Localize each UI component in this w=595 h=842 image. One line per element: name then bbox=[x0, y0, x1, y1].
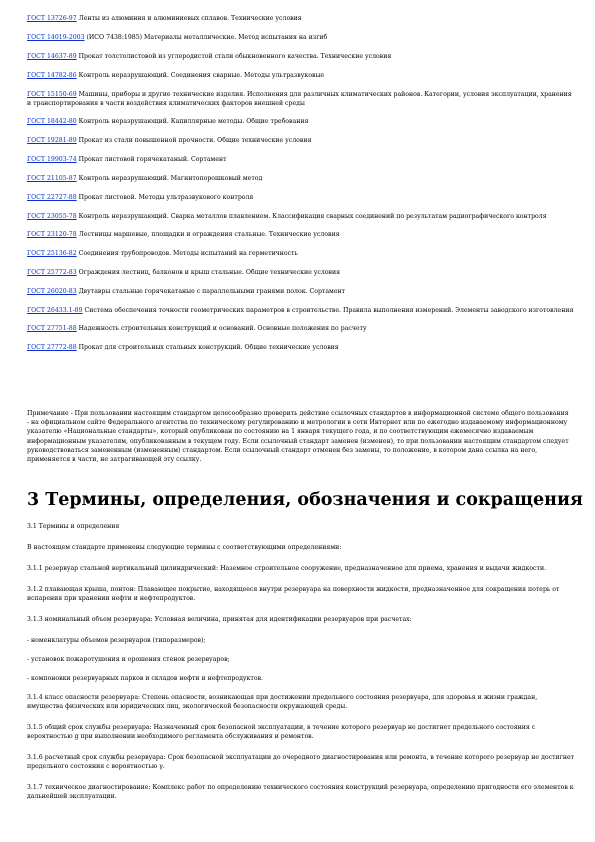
definitions-list bbox=[27, 564, 575, 801]
reference-link[interactable]: ГОСТ 21105-87 bbox=[27, 175, 77, 182]
reference-title: Контроль неразрушающий. Сварка металлов плавлением. Классификация сварных соединений по результатам радиографического контроля bbox=[76, 213, 547, 220]
reference-link[interactable]: ГОСТ 27772-88 bbox=[27, 344, 77, 351]
reference-link[interactable]: ГОСТ 26020-83 bbox=[27, 288, 77, 295]
reference-item bbox=[27, 14, 575, 23]
normative-references-list bbox=[27, 14, 575, 362]
reference-link[interactable]: ГОСТ 18442-80 bbox=[27, 118, 77, 125]
definition-item: 3.1.3 номинальный объем резервуара: Условная величина, принятая для идентификации резервуаров при расчетах: bbox=[27, 616, 412, 623]
reference-title: Прокат из стали повышенной прочности. Общие технические условия bbox=[76, 137, 312, 144]
reference-item bbox=[27, 90, 575, 108]
definition-item: 3.1.5 общий срок службы резервуара: Назначенный срок безопасной эксплуатации, в течение которого резервуар не достигнет предельного состояния с вероятностью g при выполнении необходимого регламента обслуживания и ремонтов. bbox=[27, 724, 536, 740]
reference-link[interactable]: ГОСТ 23055-78 bbox=[27, 213, 77, 220]
reference-link[interactable]: ГОСТ 15150-69 bbox=[27, 91, 77, 98]
reference-link[interactable]: ГОСТ 26433.1-89 bbox=[27, 307, 83, 314]
reference-link[interactable]: ГОСТ 27751-88 bbox=[27, 325, 77, 332]
reference-link[interactable]: ГОСТ 23120-78 bbox=[27, 231, 77, 238]
subsection-heading: 3.1 Термины и определения bbox=[27, 523, 120, 530]
reference-link[interactable]: ГОСТ 19281-89 bbox=[27, 137, 77, 144]
reference-link[interactable]: ГОСТ 25772-83 bbox=[27, 269, 77, 276]
reference-link[interactable]: ГОСТ 22727-88 bbox=[27, 194, 77, 201]
reference-link[interactable]: ГОСТ 14019-2003 bbox=[27, 34, 85, 41]
reference-item bbox=[27, 343, 575, 352]
reference-title: Прокат толстолистовой из углеродистой стали обыкновенного качества. Технические условия bbox=[76, 53, 392, 60]
reference-title: Контроль неразрушающий. Капиллярные методы. Общие требования bbox=[76, 118, 309, 125]
reference-item bbox=[27, 193, 575, 202]
section-body bbox=[27, 522, 575, 813]
list-item: - установок пожаротушения и орошения стенок резервуаров; bbox=[27, 656, 230, 663]
reference-item bbox=[27, 71, 575, 80]
reference-item bbox=[27, 136, 575, 145]
reference-item bbox=[27, 324, 575, 333]
note-paragraph: Примечание - При пользовании настоящим стандартом целесообразно проверить действие ссылочных стандартов в информационной системе общего пользования - на официальном сайте Федерального агентства по техническому регулированию и метрологии в сети Интернет или по ежегодно издаваемому информационному указателю «Национальные стандарты», который опубликован по состоянию на 1 января текущего года, и по соответствующим ежемесячно издаваемым информационным указателям, опубликованным в текущем году. Если ссылочный стандарт заменен (изменен), то при пользовании настоящим стандартом следует руководствоваться замененным (измененным) стандартом. Если ссылочный стандарт отменен без замены, то положение, в котором дана ссылка на него, применяется в части, не затрагивающей эту ссылку. bbox=[27, 410, 569, 464]
reference-link[interactable]: ГОСТ 19903-74 bbox=[27, 156, 77, 163]
reference-item bbox=[27, 287, 575, 296]
reference-item bbox=[27, 230, 575, 239]
reference-item bbox=[27, 33, 575, 42]
reference-link[interactable]: ГОСТ 14637-89 bbox=[27, 53, 77, 60]
reference-item bbox=[27, 212, 575, 221]
reference-title: Ленты из алюминия и алюминиевых сплавов. Технические условия bbox=[76, 15, 302, 22]
reference-item bbox=[27, 155, 575, 164]
reference-item bbox=[27, 117, 575, 126]
definition-item: 3.1.7 техническое диагностирование: Комплекс работ по определению технического состояния конструкций резервуара, определению пригодности его элементов к дальнейшей эксплуатации. bbox=[27, 784, 574, 800]
reference-item bbox=[27, 268, 575, 277]
definition-item: 3.1.6 расчетный срок службы резервуара: Срок безопасной эксплуатации до очередного диагностирования или ремонта, в течение которого резервуар не достигнет предельного состояния с вероятностью γ. bbox=[27, 754, 575, 770]
reference-title: Прокат листовой горячекатаный. Сортамент bbox=[76, 156, 227, 163]
reference-item bbox=[27, 306, 575, 315]
list-item: - номенклатуры объемов резервуаров (типоразмеров); bbox=[27, 637, 206, 644]
reference-title: Лестницы маршевые, площадки и ограждения стальные. Технические условия bbox=[76, 231, 340, 238]
definition-item: 3.1.4 класс опасности резервуара: Степень опасности, возникающая при достижении предельного состояния резервуара, для здоровья и жизни граждан, имущества физических или юридических лиц, экологической безопасности окружающей среды. bbox=[27, 694, 538, 710]
reference-title: Надежность строительных конструкций и оснований. Основные положения по расчету bbox=[76, 325, 367, 332]
reference-link[interactable]: ГОСТ 14782-86 bbox=[27, 72, 77, 79]
reference-title: (ИСО 7438:1985) Материалы металлические. Метод испытания на изгиб bbox=[84, 34, 328, 41]
section-intro: В настоящем стандарте применены следующие термины с соответствующими определениями: bbox=[27, 544, 342, 551]
reference-title: Соединения трубопроводов. Методы испытаний на герметичность bbox=[76, 250, 298, 257]
reference-title: Прокат для строительных стальных конструкций. Общие технические условия bbox=[76, 344, 339, 351]
reference-title: Прокат листовой. Методы ультразвукового контроля bbox=[76, 194, 254, 201]
reference-title: Контроль неразрушающий. Магнитопорошковый метод bbox=[76, 175, 263, 182]
reference-title: Система обеспечения точности геометрических параметров в строительстве. Правила выполнения измерений. Элементы заводского изготовления bbox=[82, 307, 574, 314]
reference-title: Контроль неразрушающий. Соединения сварные. Методы ультразвуковые bbox=[76, 72, 325, 79]
reference-title: Двутавры стальные горячекатаные с параллельными гранями полок. Сортамент bbox=[76, 288, 346, 295]
reference-item bbox=[27, 52, 575, 61]
reference-link[interactable]: ГОСТ 25136-82 bbox=[27, 250, 77, 257]
definition-item: 3.1.1 резервуар стальной вертикальный цилиндрический: Наземное строительное сооружение, предназначенное для приема, хранения и выдачи жидкости. bbox=[27, 565, 547, 572]
reference-title: Ограждения лестниц, балконов и крыш стальные. Общие технические условия bbox=[76, 269, 341, 276]
reference-item bbox=[27, 249, 575, 258]
definition-item: 3.1.2 плавающая крыша, понтон: Плавающее покрытие, находящееся внутри резервуара на поверхности жидкости, предназначенное для сокращения потерь от испарения при хранении нефти и нефтепродуктов. bbox=[27, 586, 560, 602]
reference-title: Машины, приборы и другие технические изделия. Исполнения для различных климатических районов. Категории, условия эксплуатации, хранения и транспортирования в части воздействия климатических факторов внешней среды bbox=[27, 91, 572, 107]
list-item: - компоновки резервуарных парков и складов нефти и нефтепродуктов. bbox=[27, 675, 264, 682]
reference-link[interactable]: ГОСТ 13726-97 bbox=[27, 15, 77, 22]
section-heading: 3 Термины, определения, обозначения и сокращения bbox=[27, 490, 583, 510]
reference-item bbox=[27, 174, 575, 183]
